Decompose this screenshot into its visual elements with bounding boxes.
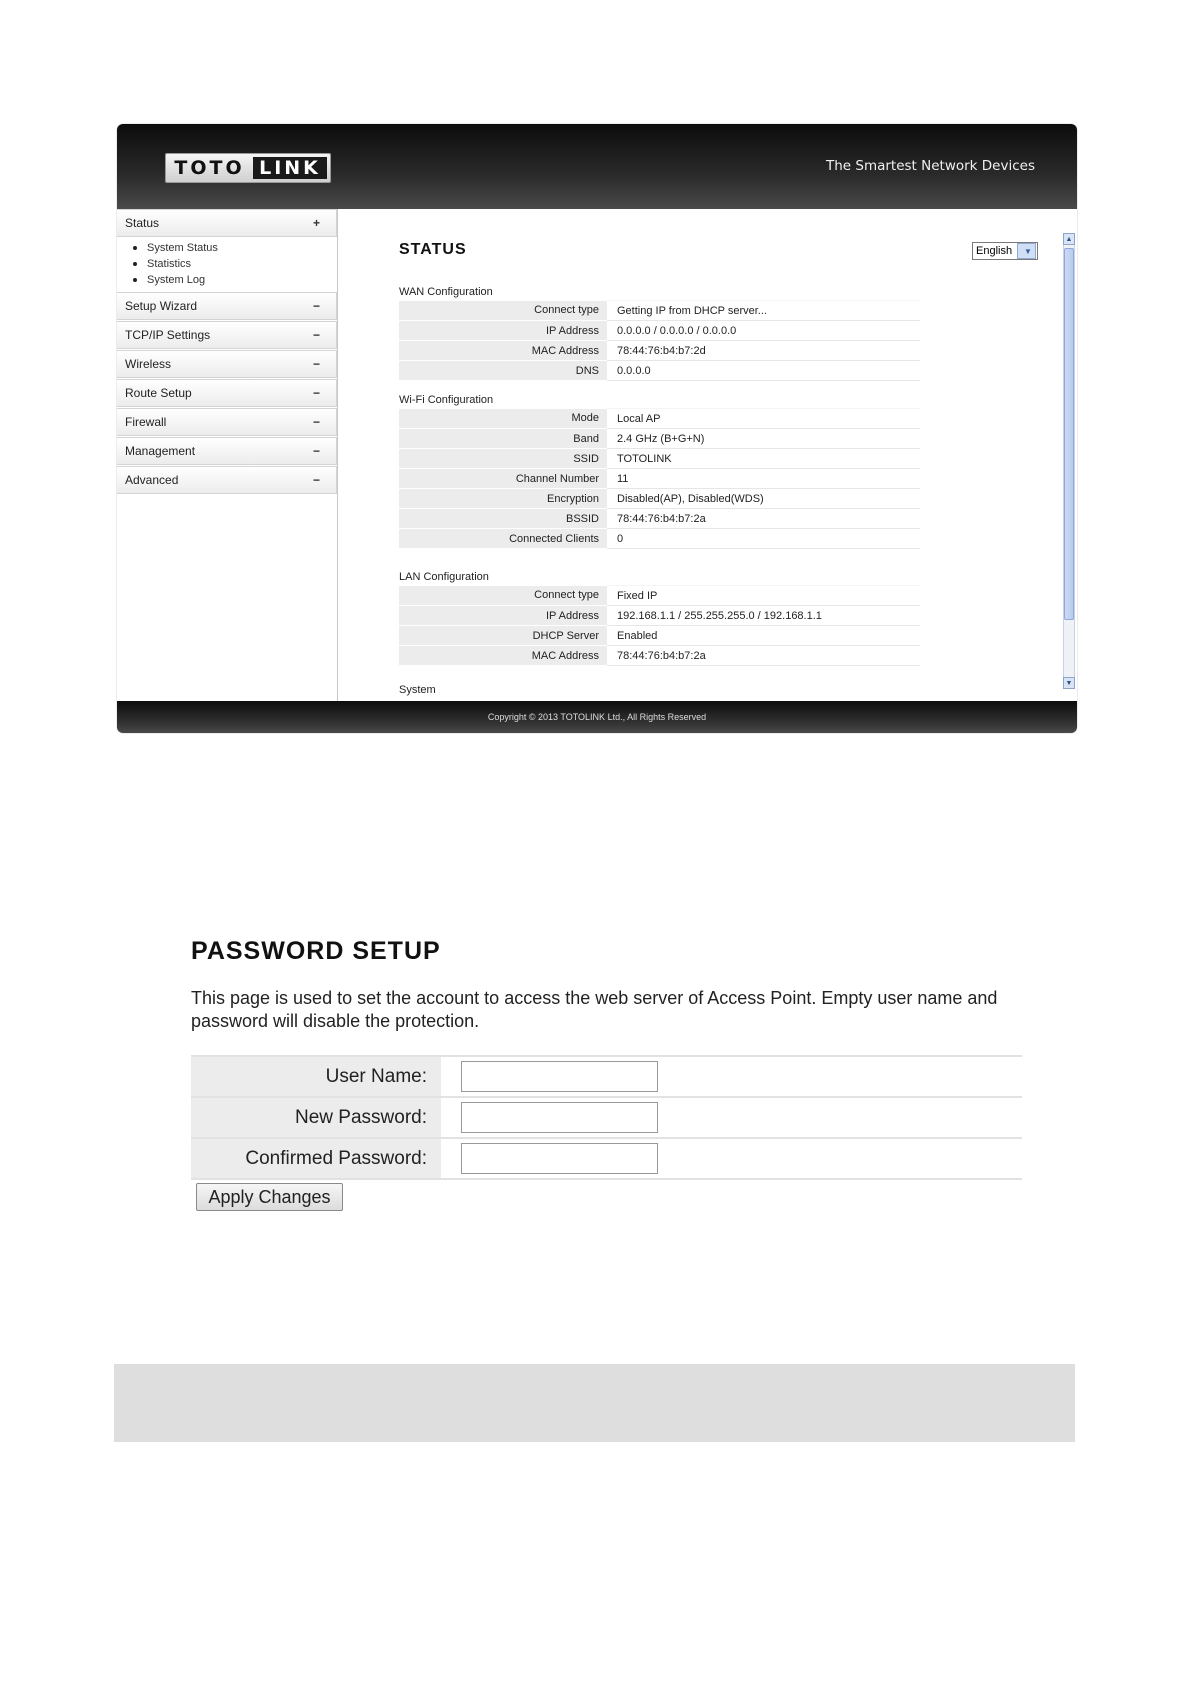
- row-label: DHCP Server: [399, 626, 607, 646]
- apply-changes-button[interactable]: Apply Changes: [196, 1183, 343, 1211]
- collapse-icon: −: [312, 415, 320, 429]
- logo-text-left: TOTO: [174, 157, 245, 179]
- table-row: [399, 586, 920, 606]
- sidebar: [117, 209, 338, 701]
- table-row: [399, 409, 920, 429]
- form-row-user-name: [191, 1056, 1022, 1097]
- sidebar-item-label: TCP/IP Settings: [125, 328, 211, 342]
- user-name-input[interactable]: [461, 1061, 658, 1092]
- user-name-label: User Name:: [191, 1056, 441, 1097]
- row-value: Disabled(AP), Disabled(WDS): [607, 489, 920, 509]
- table-row: [399, 341, 920, 361]
- sidebar-item-firewall[interactable]: [117, 408, 337, 436]
- sidebar-item-wireless[interactable]: [117, 350, 337, 378]
- new-password-label: New Password:: [191, 1097, 441, 1138]
- row-label: SSID: [399, 449, 607, 469]
- sidebar-item-label: Management: [125, 444, 196, 458]
- vertical-scrollbar[interactable]: [1063, 233, 1075, 689]
- row-label: MAC Address: [399, 646, 607, 666]
- row-value: 2.4 GHz (B+G+N): [607, 429, 920, 449]
- row-label: Band: [399, 429, 607, 449]
- submenu-item-statistics[interactable]: Statistics: [147, 256, 337, 272]
- table-row: [399, 606, 920, 626]
- table-row: [399, 301, 920, 321]
- scroll-up-arrow-icon[interactable]: ▲: [1063, 233, 1075, 245]
- collapse-icon: −: [312, 444, 320, 458]
- row-value: Enabled: [607, 626, 920, 646]
- header-bar: [117, 124, 1077, 209]
- table-row: [399, 321, 920, 341]
- sidebar-item-status[interactable]: [117, 209, 337, 237]
- row-value: Fixed IP: [607, 586, 920, 606]
- row-label: IP Address: [399, 606, 607, 626]
- row-value: 0: [607, 529, 920, 549]
- status-content: [338, 209, 1077, 701]
- row-label: Connect type: [399, 586, 607, 606]
- logo-text-right: LINK: [253, 157, 327, 179]
- row-value: 192.168.1.1 / 255.255.255.0 / 192.168.1.1: [607, 606, 920, 626]
- expand-icon: +: [312, 216, 320, 230]
- new-password-input[interactable]: [461, 1102, 658, 1133]
- form-row-new-password: [191, 1097, 1022, 1138]
- table-row: [399, 509, 920, 529]
- gray-note-box: [114, 1364, 1075, 1442]
- wan-table: [399, 300, 920, 381]
- row-label: Connected Clients: [399, 529, 607, 549]
- row-value: Local AP: [607, 409, 920, 429]
- row-value: Getting IP from DHCP server...: [607, 301, 920, 321]
- confirmed-password-label: Confirmed Password:: [191, 1138, 441, 1179]
- table-row: [399, 469, 920, 489]
- table-row: [399, 626, 920, 646]
- sidebar-item-route-setup[interactable]: [117, 379, 337, 407]
- collapse-icon: −: [312, 386, 320, 400]
- row-value: 11: [607, 469, 920, 489]
- row-label: Connect type: [399, 301, 607, 321]
- row-value: 78:44:76:b4:b7:2d: [607, 341, 920, 361]
- sidebar-item-advanced[interactable]: [117, 466, 337, 494]
- row-value: TOTOLINK: [607, 449, 920, 469]
- row-label: DNS: [399, 361, 607, 381]
- collapse-icon: −: [312, 299, 320, 313]
- row-label: MAC Address: [399, 341, 607, 361]
- wifi-heading: Wi-Fi Configuration: [399, 394, 494, 406]
- scroll-down-arrow-icon[interactable]: ▼: [1063, 677, 1075, 689]
- table-row: [399, 489, 920, 509]
- collapse-icon: −: [312, 357, 320, 371]
- form-row-confirmed-password: [191, 1138, 1022, 1179]
- sidebar-item-label: Advanced: [125, 473, 179, 487]
- tagline: The Smartest Network Devices: [825, 158, 1035, 174]
- row-label: Mode: [399, 409, 607, 429]
- system-heading: System: [399, 684, 436, 696]
- collapse-icon: −: [312, 473, 320, 487]
- page-title: STATUS: [399, 241, 467, 258]
- scroll-thumb[interactable]: [1064, 248, 1074, 620]
- table-row: [399, 646, 920, 666]
- row-label: BSSID: [399, 509, 607, 529]
- sidebar-item-label: Route Setup: [125, 386, 192, 400]
- row-value: 0.0.0.0 / 0.0.0.0 / 0.0.0.0: [607, 321, 920, 341]
- sidebar-item-management[interactable]: [117, 437, 337, 465]
- language-select[interactable]: [972, 242, 1038, 260]
- lan-heading: LAN Configuration: [399, 571, 489, 583]
- sidebar-item-tcpip-settings[interactable]: [117, 321, 337, 349]
- language-value: English: [976, 245, 1013, 257]
- row-label: Channel Number: [399, 469, 607, 489]
- router-window: [117, 124, 1077, 733]
- password-setup-title: PASSWORD SETUP: [191, 937, 441, 965]
- footer-copyright: Copyright © 2013 TOTOLINK Ltd., All Rights Reserved: [117, 701, 1077, 733]
- row-label: Encryption: [399, 489, 607, 509]
- sidebar-item-label: Firewall: [125, 415, 167, 429]
- password-setup-description: This page is used to set the account to access the web server of Access Point. Empty user name and password will disable the protection.: [191, 988, 998, 1031]
- sidebar-item-setup-wizard[interactable]: [117, 292, 337, 320]
- wifi-table: [399, 408, 920, 549]
- row-value: 78:44:76:b4:b7:2a: [607, 646, 920, 666]
- chevron-down-icon: ▼: [1017, 243, 1036, 259]
- lan-table: [399, 585, 920, 666]
- table-row: [399, 429, 920, 449]
- table-row: [399, 449, 920, 469]
- status-submenu: [117, 238, 337, 292]
- row-value: 0.0.0.0: [607, 361, 920, 381]
- wan-heading: WAN Configuration: [399, 286, 493, 298]
- sidebar-item-label: Wireless: [125, 357, 172, 371]
- sidebar-item-label: Setup Wizard: [125, 299, 198, 313]
- table-row: [399, 361, 920, 381]
- row-label: IP Address: [399, 321, 607, 341]
- table-row: [399, 529, 920, 549]
- totolink-logo: [165, 153, 331, 183]
- submenu-item-system-log[interactable]: System Log: [147, 272, 337, 288]
- confirmed-password-input[interactable]: [461, 1143, 658, 1174]
- submenu-item-system-status[interactable]: System Status: [147, 240, 337, 256]
- row-value: 78:44:76:b4:b7:2a: [607, 509, 920, 529]
- collapse-icon: −: [312, 328, 320, 342]
- sidebar-item-label: Status: [125, 216, 160, 230]
- password-form-table: [191, 1055, 1022, 1180]
